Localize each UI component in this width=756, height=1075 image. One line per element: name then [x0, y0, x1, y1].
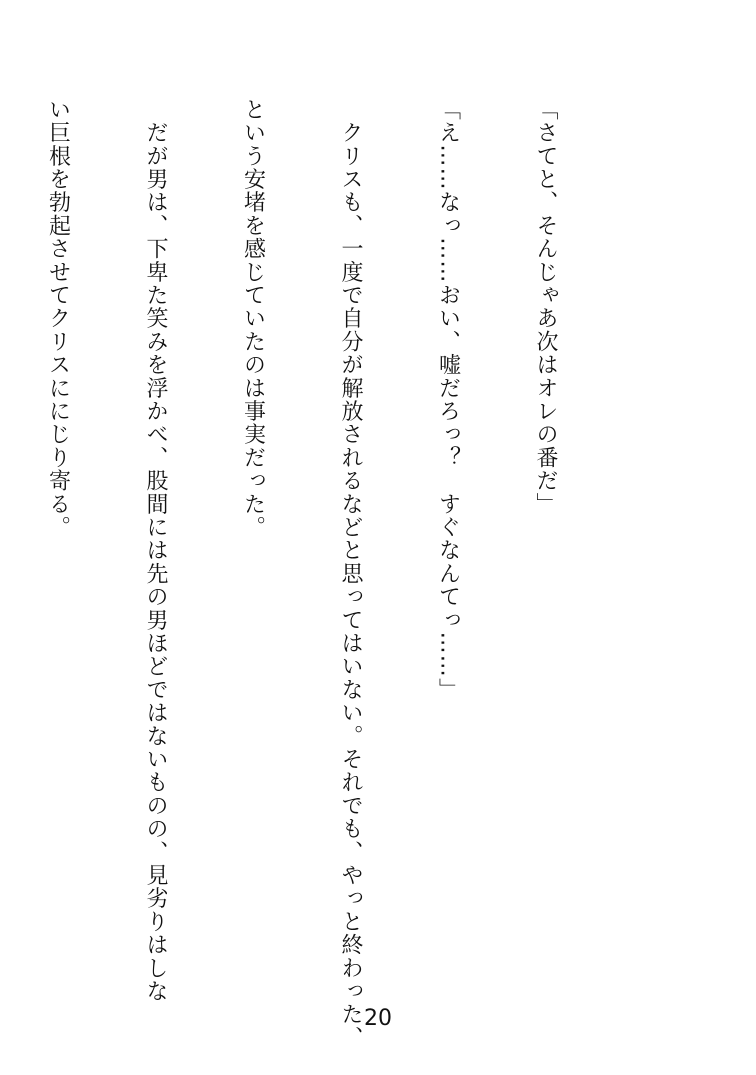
text-line: クリスも、一度で自分が解放されるなどと思ってはいない。それでも、やっと終わった、 [338, 98, 363, 1050]
text-line: い巨根を勃起させてクリスににじり寄る。 [45, 98, 71, 539]
page-number: 20 [364, 1006, 392, 1031]
text-line: 「え……なっ……おい、嘘だろっ？ すぐなんてっ……」 [435, 98, 461, 702]
text-line: だが男は、下卑た笑みを浮かべ、股間には先の男ほどではないものの、見劣りはしな [143, 98, 168, 1003]
text-line: という安堵を感じていたのは事実だった。 [240, 98, 266, 539]
text-line: 「さてと、そんじゃあ次はオレの番だ」 [533, 98, 558, 516]
